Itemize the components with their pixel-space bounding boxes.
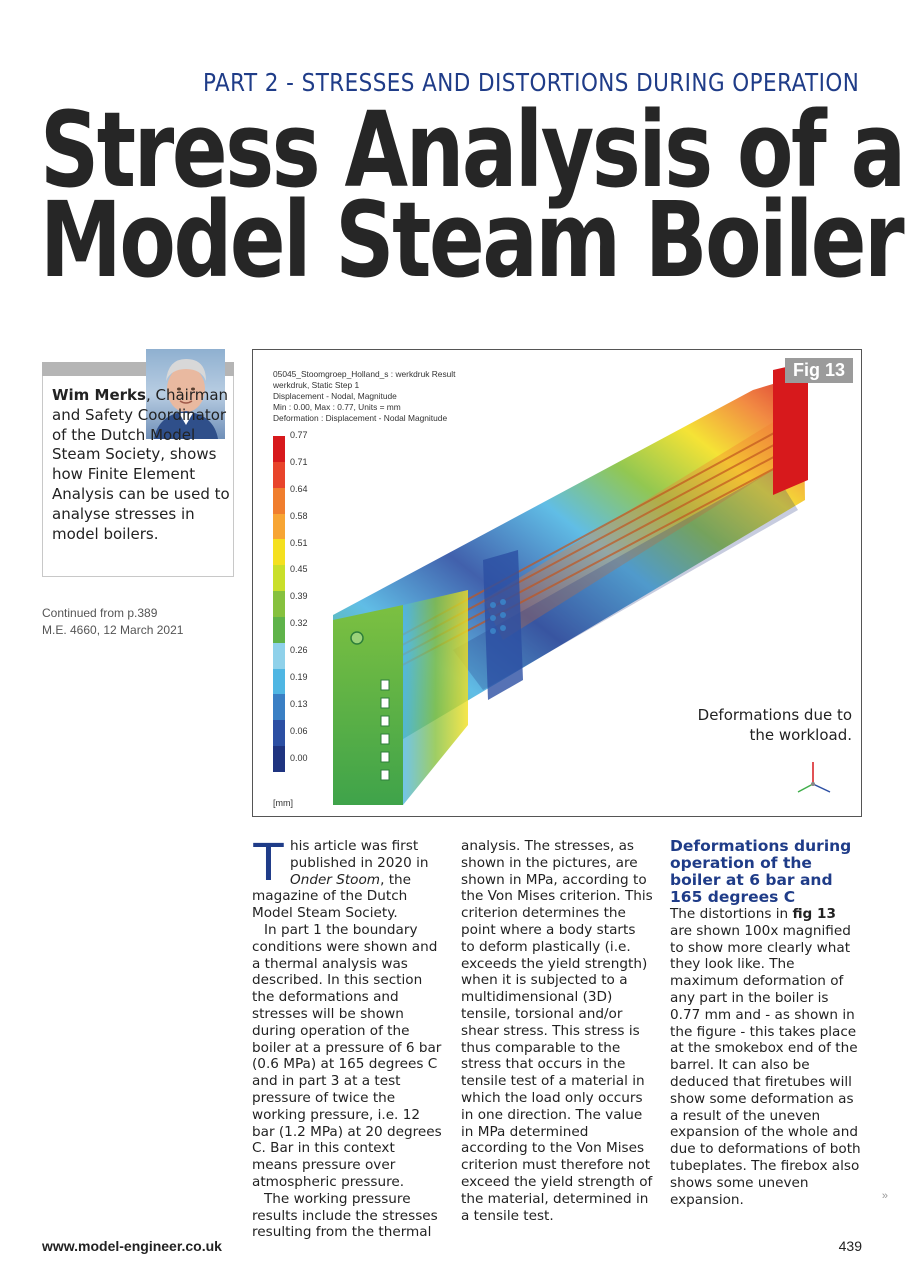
footer-website[interactable]: www.model-engineer.co.uk <box>42 1238 222 1254</box>
color-scale-tick-label: 0.51 <box>290 537 308 548</box>
color-scale-tick-label: 0.32 <box>290 618 308 629</box>
continued-note <box>42 605 183 639</box>
author-description: , Chairman and Safety Coordinator of the Dutch Model Steam Society, shows how Finite Element Analysis can be used to analyse stresses in model boilers. <box>52 386 230 543</box>
fea-header-line: Displacement - Nodal, Magnitude <box>273 391 397 401</box>
color-scale-segment <box>273 669 285 695</box>
figure-reference: fig 13 <box>792 906 836 922</box>
color-scale-segment <box>273 746 285 772</box>
displacement-color-scale <box>273 436 285 772</box>
color-scale-segment <box>273 643 285 669</box>
figure-caption <box>698 705 852 745</box>
color-scale-segment <box>273 514 285 540</box>
article-paragraph: In part 1 the boundary conditions were shown and a thermal analysis was described. In this section the deformations and stresses will be shown during operation of the boiler at a pressure of 6 bar (0.6 MPa) at 165 degrees C and in part 3 at a test pressure of twice the working pressure, i.e. 12 bar (1.2 MPa) at 20 degrees C. Bar in this context means pressure over atmospheric pressure. <box>252 921 442 1190</box>
continued-from: Continued from p.389 <box>42 606 158 620</box>
article-paragraph: The working pressure results include the stresses resulting from the thermal <box>252 1190 438 1241</box>
article-text: are shown 100x magnified to show more clearly what they look like. The maximum deformation of any part in the boiler is 0.77 mm and - as shown in the figure - this takes place at the smokebox end of the barrel. It can also be deduced that firetubes will show some deformation as a result of the uneven expansion of the whole and due to deformations of both tubeplates. The firebox also shows some uneven expansion. <box>670 922 861 1208</box>
axis-triad-icon <box>790 754 836 800</box>
page-number: 439 <box>838 1238 862 1254</box>
color-scale-segment <box>273 591 285 617</box>
figure-caption-line-1: Deformations due to <box>697 706 852 724</box>
article-intro-text-end: , the magazine of the Dutch Model Steam Society. <box>252 871 412 922</box>
color-scale-tick-label: 0.71 <box>290 456 308 467</box>
article-intro-text: his article was first published in 2020 in <box>290 838 429 871</box>
color-scale-tick-label: 0.64 <box>290 483 308 494</box>
figure-caption-line-2: the workload. <box>749 726 852 744</box>
color-scale-segment <box>273 565 285 591</box>
page-title-line-1: Stress Analysis of a <box>40 89 904 211</box>
color-scale-segment <box>273 539 285 565</box>
continue-arrows-icon: » <box>881 1190 888 1202</box>
color-scale-tick-label: 0.13 <box>290 698 308 709</box>
page-title-line-2: Model Steam Boiler <box>40 179 903 301</box>
fea-header-line: 05045_Stoomgroep_Holland_s : werkdruk Result <box>273 369 456 379</box>
article-paragraph <box>252 832 444 922</box>
figure-number-badge: Fig 13 <box>785 358 853 383</box>
article-paragraph: analysis. The stresses, as shown in the pictures, are shown in MPa, according to the Von Mises criterion. This criterion determines the point where a body starts to deform plastically (i.e. exceeds the yield strength) when it is subjected to a multidimensional (3D) tensile, torsional and/or shear stress. This stress is thus comparable to the stress that occurs in the tensile test of a material in which the load only occurs in one direction. The value in MPa determined according to the Von Mises criterion must therefore not exceed the yield strength of the material, determined in a tensile test. <box>461 838 653 1224</box>
article-text: The distortions in <box>670 906 793 922</box>
issue-reference: M.E. 4660, 12 March 2021 <box>42 623 184 637</box>
fea-header-line: Deformation : Displacement - Nodal Magnitude <box>273 413 448 423</box>
author-name: Wim Merks <box>52 386 146 404</box>
color-scale-segment <box>273 462 285 488</box>
article-paragraph <box>670 906 862 1208</box>
color-scale-segment <box>273 720 285 746</box>
color-scale-segment <box>273 436 285 462</box>
color-scale-segment <box>273 488 285 514</box>
figure-13 <box>252 349 862 817</box>
color-scale-tick-label: 0.45 <box>290 564 308 575</box>
section-kicker: PART 2 - STRESSES AND DISTORTIONS DURING OPERATION <box>203 68 860 97</box>
fea-header-line: werkdruk, Static Step 1 <box>273 380 360 390</box>
color-scale-tick-label: 0.39 <box>290 591 308 602</box>
section-subheading: Deformations during operation of the boiler at 6 bar and 165 degrees C <box>670 837 852 906</box>
color-scale-unit: [mm] <box>273 798 293 808</box>
fea-result-header <box>273 369 456 424</box>
fea-header-line: Min : 0.00, Max : 0.77, Units = mm <box>273 402 401 412</box>
color-scale-segment <box>273 694 285 720</box>
publication-name: Onder Stoom <box>290 871 381 888</box>
drop-cap: T <box>252 832 285 892</box>
article-column-2 <box>461 838 653 1224</box>
color-scale-segment <box>273 617 285 643</box>
article-column-3 <box>670 838 862 1208</box>
article-column-1 <box>252 832 444 1241</box>
color-scale-tick-label: 0.77 <box>290 430 308 440</box>
author-bio <box>52 386 230 544</box>
color-scale-tick-label: 0.26 <box>290 645 308 656</box>
color-scale-tick-label: 0.00 <box>290 752 308 763</box>
color-scale-tick-label: 0.58 <box>290 510 308 521</box>
color-scale-tick-label: 0.19 <box>290 671 308 682</box>
color-scale-tick-label: 0.06 <box>290 725 308 736</box>
